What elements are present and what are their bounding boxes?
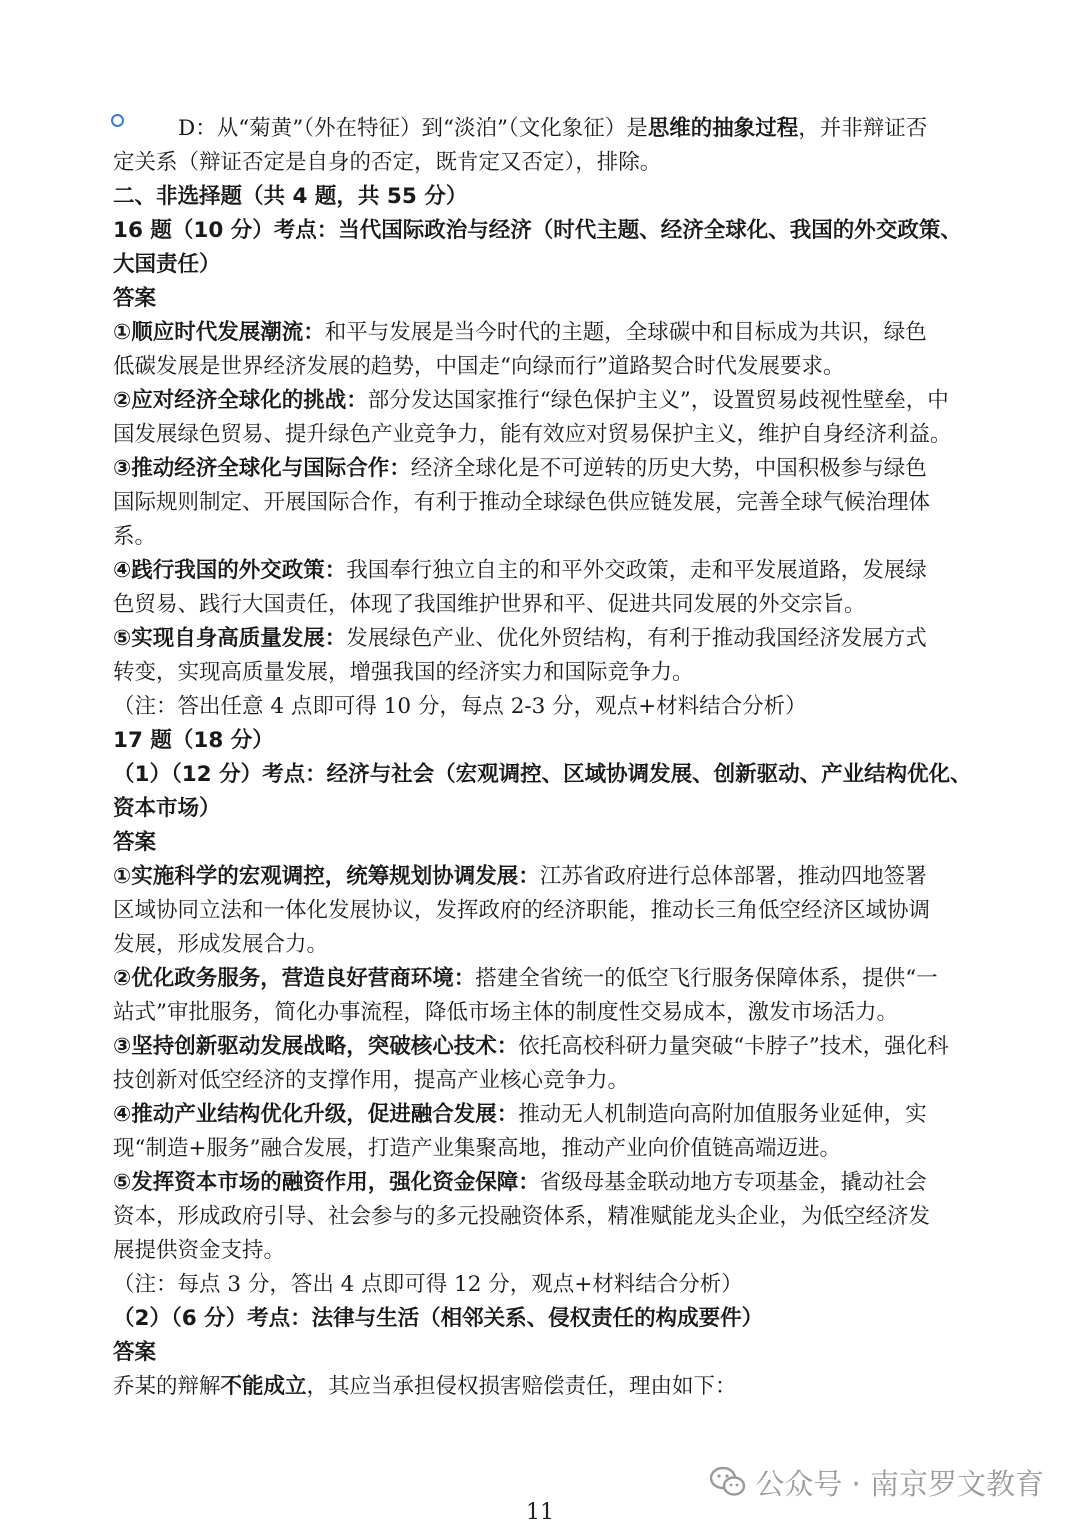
bold-text: ⑤发挥资本市场的融资作用，强化资金保障： [113, 1170, 540, 1195]
text-segment: 部分发达国家推行“绿色保护主义”，设置贸易歧视性壁垒，中 [367, 388, 949, 413]
bold-text: 答案 [113, 1340, 157, 1365]
text-segment: 搭建全省统一的低空飞行服务保障体系，提供“一 [475, 966, 938, 991]
text-segment: 色贸易、践行大国责任，体现了我国维护世界和平、促进共同发展的外交宗旨。 [113, 592, 866, 617]
text-segment: 发展绿色产业、优化外贸结构，有利于推动我国经济发展方式 [346, 626, 927, 651]
page-number: 11 [526, 1500, 554, 1525]
text-segment: 展提供资金支持。 [113, 1238, 286, 1263]
text-segment: 经济全球化是不可逆转的历史大势，中国积极参与绿色 [410, 456, 927, 481]
text-line [113, 146, 973, 180]
text-line [113, 894, 973, 928]
text-line [113, 350, 973, 384]
text-segment: 站式”审批服务，简化办事流程，降低市场主体的制度性交易成本，激发市场活力。 [113, 1000, 898, 1025]
text-line [113, 996, 973, 1030]
text-line [113, 248, 973, 282]
bold-text: 16 题（10 分）考点：当代国际政治与经济（时代主题、经济全球化、我国的外交政策、 [113, 218, 962, 243]
text-line [113, 418, 973, 452]
bold-text: （1）（12 分）考点：经济与社会（宏观调控、区域协调发展、创新驱动、产业结构优化、 [113, 762, 972, 787]
text-line [113, 1268, 973, 1302]
bold-text: ④推动产业结构优化升级，促进融合发展： [113, 1102, 519, 1127]
text-segment: D：从“菊黄”（外在特征）到“淡泊”（文化象征）是 [178, 116, 648, 141]
text-segment: 和平与发展是当今时代的主题，全球碳中和目标成为共识，绿色 [324, 320, 927, 345]
watermark-text: 公众号 · 南京罗文教育 [755, 1466, 1044, 1501]
bold-text: ①顺应时代发展潮流： [113, 320, 325, 345]
text-line [113, 1132, 973, 1166]
text-line [113, 758, 973, 792]
text-line [113, 1098, 973, 1132]
text-line [113, 724, 973, 758]
bold-text: 二、非选择题（共 4 题，共 55 分） [113, 184, 468, 209]
text-line [113, 588, 973, 622]
text-line [113, 180, 973, 214]
text-segment: 定关系（辩证否定是自身的否定，既肯定又否定），排除。 [113, 150, 662, 175]
text-line [113, 554, 973, 588]
text-segment: 技创新对低空经济的支撑作用，提高产业核心竞争力。 [113, 1068, 630, 1093]
bold-text: 答案 [113, 286, 157, 311]
document-body [113, 112, 973, 1404]
bold-text: ②优化政务服务，营造良好营商环境： [113, 966, 476, 991]
text-line [113, 486, 973, 520]
bold-text: 不能成立 [220, 1374, 307, 1399]
text-line [113, 792, 973, 826]
text-line [113, 860, 973, 894]
bold-text: 思维的抽象过程 [647, 116, 799, 141]
text-line [113, 1200, 973, 1234]
bold-text: 答案 [113, 830, 157, 855]
text-segment: 低碳发展是世界经济发展的趋势，中国走“向绿而行”道路契合时代发展要求。 [113, 354, 845, 379]
bold-text: （2）（6 分）考点：法律与生活（相邻关系、侵权责任的构成要件） [113, 1306, 764, 1331]
text-segment: 乔某的辩解 [113, 1374, 221, 1399]
text-line [113, 1064, 973, 1098]
watermark [709, 1462, 1044, 1502]
text-line [113, 622, 973, 656]
text-line [113, 1166, 973, 1200]
bold-text: ①实施科学的宏观调控，统筹规划协调发展： [113, 864, 540, 889]
bold-text: ⑤实现自身高质量发展： [113, 626, 347, 651]
bold-text: ②应对经济全球化的挑战： [113, 388, 368, 413]
wechat-icon [709, 1465, 747, 1499]
text-segment: 国际规则制定、开展国际合作，有利于推动全球绿色供应链发展，完善全球气候治理体 [113, 490, 931, 515]
text-line [113, 928, 973, 962]
text-line [113, 282, 973, 316]
text-line [113, 1336, 973, 1370]
text-line [113, 826, 973, 860]
text-line [113, 112, 973, 146]
bold-text: 资本市场） [113, 796, 221, 821]
text-line [113, 214, 973, 248]
text-segment: 国发展绿色贸易、提升绿色产业竞争力，能有效应对贸易保护主义，维护自身经济利益。 [113, 422, 952, 447]
text-segment: （注：答出任意 4 点即可得 10 分，每点 2-3 分，观点+材料结合分析） [113, 694, 807, 719]
text-line [113, 316, 973, 350]
text-line [113, 520, 973, 554]
bold-text: ④践行我国的外交政策： [113, 558, 347, 583]
text-segment: 省级母基金联动地方专项基金，撬动社会 [539, 1170, 927, 1195]
text-segment: 区域协同立法和一体化发展协议，发挥政府的经济职能，推动长三角低空经济区域协调 [113, 898, 931, 923]
text-line [113, 452, 973, 486]
text-segment: 推动无人机制造向高附加值服务业延伸，实 [518, 1102, 927, 1127]
text-segment: （注：每点 3 分，答出 4 点即可得 12 分，观点+材料结合分析） [113, 1272, 743, 1297]
text-segment: 发展，形成发展合力。 [113, 932, 329, 957]
text-segment: 资本，形成政府引导、社会参与的多元投融资体系，精准赋能龙头企业，为低空经济发 [113, 1204, 931, 1229]
text-line [113, 962, 973, 996]
text-line [113, 1030, 973, 1064]
text-line [113, 690, 973, 724]
text-segment: ，其应当承担侵权损害赔偿责任，理由如下： [306, 1374, 737, 1399]
text-segment: 依托高校科研力量突破“卡脖子”技术，强化科 [518, 1034, 949, 1059]
text-segment: 转变，实现高质量发展，增强我国的经济实力和国际竞争力。 [113, 660, 694, 685]
text-line [113, 1370, 973, 1404]
text-segment: 我国奉行独立自主的和平外交政策，走和平发展道路，发展绿 [346, 558, 927, 583]
bold-text: 大国责任） [113, 252, 221, 277]
bold-text: ③坚持创新驱动发展战略，突破核心技术： [113, 1034, 519, 1059]
text-segment: 系。 [113, 524, 157, 549]
bold-text: ③推动经济全球化与国际合作： [113, 456, 411, 481]
text-segment: 江苏省政府进行总体部署，推动四地签署 [539, 864, 927, 889]
text-segment: 现“制造+服务”融合发展，打造产业集聚高地，推动产业向价值链高端迈进。 [113, 1136, 842, 1161]
text-line [113, 1234, 973, 1268]
text-line [113, 656, 973, 690]
bold-text: 17 题（18 分） [113, 728, 274, 753]
text-segment: ，并非辩证否 [798, 116, 928, 141]
text-line [113, 1302, 973, 1336]
text-line [113, 384, 973, 418]
bullet-icon [111, 114, 124, 127]
